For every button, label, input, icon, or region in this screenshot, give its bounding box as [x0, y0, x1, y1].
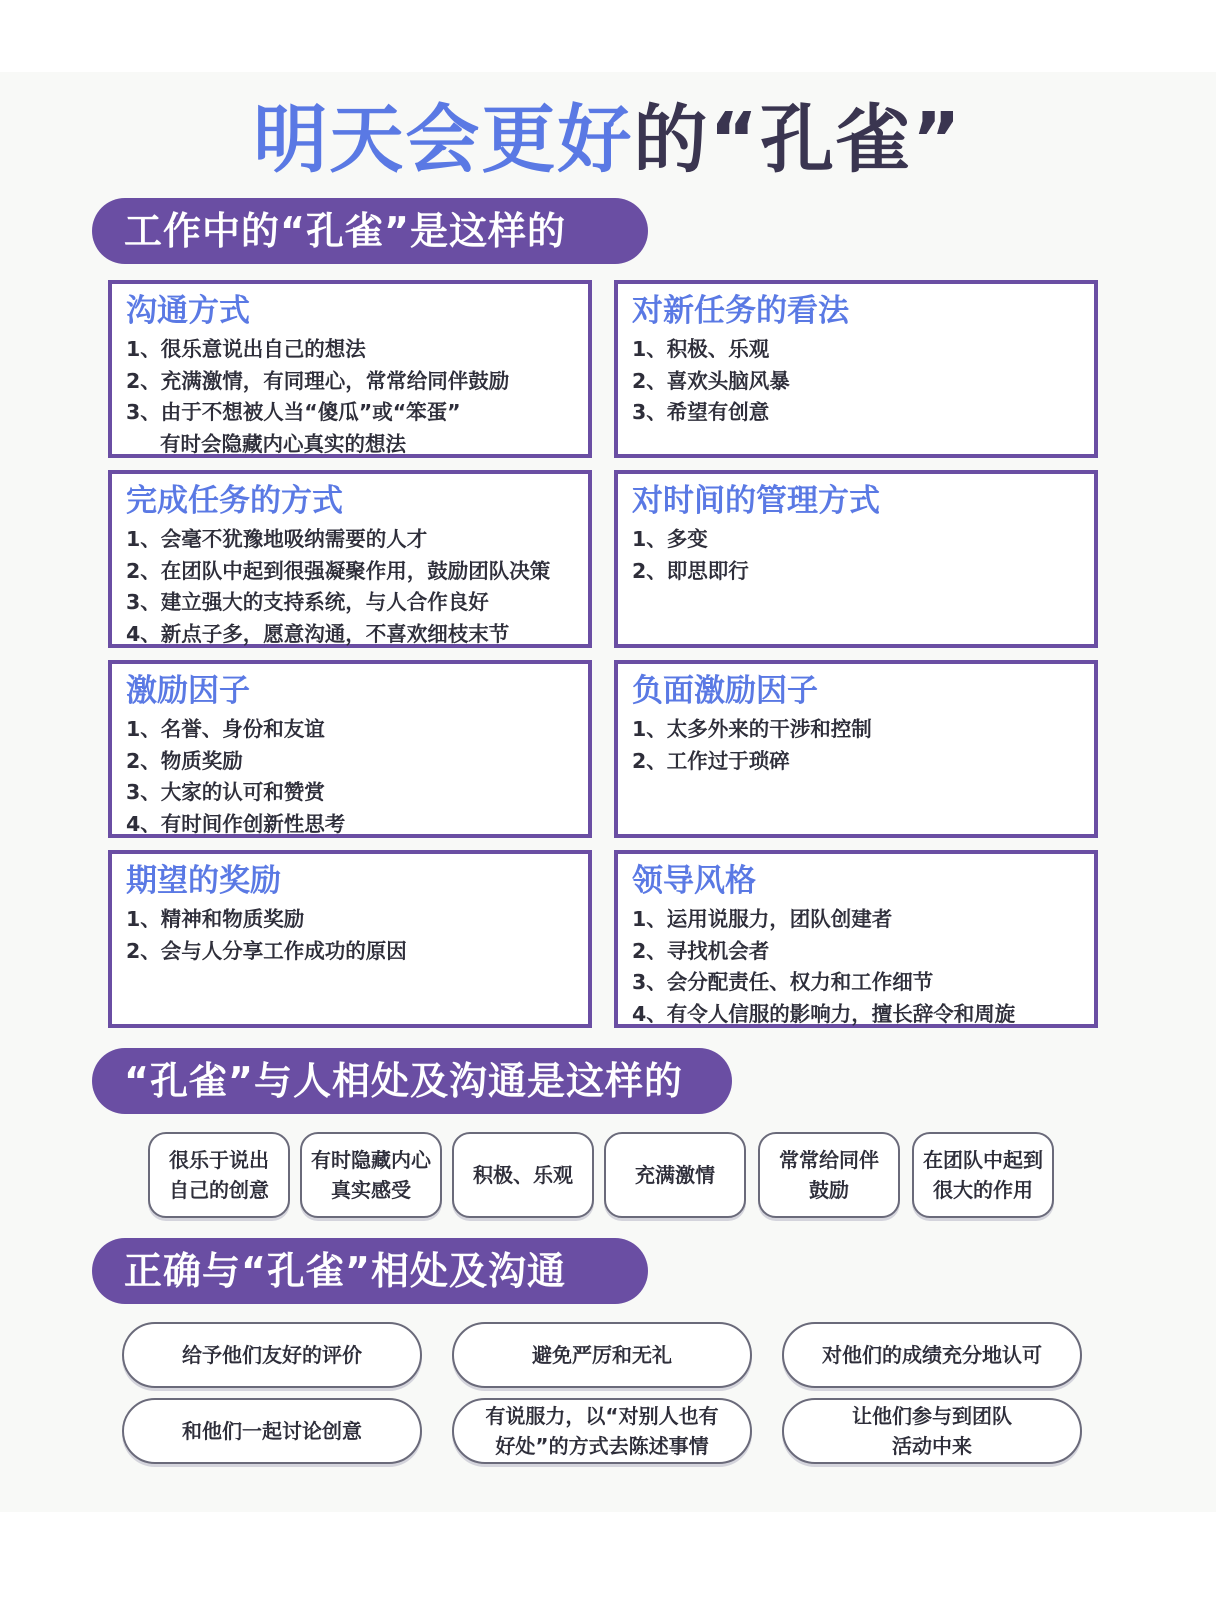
list-item: 4、有令人信服的影响力，擅长辞令和周旋 [632, 1001, 1016, 1026]
trait-tag: 常常给同伴 鼓励 [758, 1132, 900, 1218]
tip-pill: 对他们的成绩充分地认可 [782, 1322, 1082, 1388]
trait-tag: 在团队中起到 很大的作用 [912, 1132, 1054, 1218]
title-rest: 的“孔雀” [633, 97, 963, 183]
list-item: 2、寻找机会者 [632, 938, 770, 963]
list-item: 1、积极、乐观 [632, 337, 770, 361]
tip-pill: 避免严厉和无礼 [452, 1322, 752, 1388]
list-item: 1、多变 [632, 527, 708, 551]
box-heading: 完成任务的方式 [126, 483, 343, 519]
list-item: 3、大家的认可和赞赏 [126, 780, 325, 804]
list-item: 3、会分配责任、权力和工作细节 [632, 970, 934, 994]
list-item: 2、在团队中起到很强凝聚作用，鼓励团队决策 [126, 558, 551, 583]
box-heading: 期望的奖励 [126, 863, 281, 899]
list-item: 2、工作过于琐碎 [632, 748, 790, 773]
box-negative-motivators [614, 660, 1098, 838]
section-banner-work: 工作中的“孔雀”是这样的 [92, 198, 648, 264]
trait-tag: 充满激情 [604, 1132, 746, 1218]
box-heading: 对时间的管理方式 [632, 483, 880, 519]
page-title [0, 90, 1216, 190]
list-item: 2、喜欢头脑风暴 [632, 368, 790, 393]
box-heading: 激励因子 [126, 673, 250, 709]
list-item: 4、新点子多，愿意沟通，不喜欢细枝末节 [126, 621, 510, 646]
trait-tag: 有时隐藏内心 真实感受 [300, 1132, 442, 1218]
list-item: 4、有时间作创新性思考 [126, 811, 346, 836]
box-task-completion [108, 470, 592, 648]
list-item: 3、希望有创意 [632, 400, 770, 424]
list-item: 3、由于不想被人当“傻瓜”或“笨蛋” [126, 400, 461, 424]
tip-pill: 让他们参与到团队 活动中来 [782, 1398, 1082, 1464]
box-heading: 对新任务的看法 [632, 293, 849, 329]
list-item: 1、精神和物质奖励 [126, 907, 305, 931]
list-item: 1、太多外来的干涉和控制 [632, 717, 872, 741]
list-item: 2、物质奖励 [126, 748, 243, 773]
list-item: 3、建立强大的支持系统，与人合作良好 [126, 590, 489, 614]
trait-tag: 很乐于说出 自己的创意 [148, 1132, 290, 1218]
box-view-on-new-tasks [614, 280, 1098, 458]
section-banner-interaction: “孔雀”与人相处及沟通是这样的 [92, 1048, 732, 1114]
box-expected-rewards [108, 850, 592, 1028]
list-item: 1、名誉、身份和友谊 [126, 717, 325, 741]
tip-pill: 给予他们友好的评价 [122, 1322, 422, 1388]
box-motivators [108, 660, 592, 838]
box-communication-style [108, 280, 592, 458]
trait-tag: 积极、乐观 [452, 1132, 594, 1218]
box-heading: 领导风格 [632, 863, 756, 899]
list-item: 有时会隐藏内心真实的想法 [160, 431, 406, 456]
box-leadership-style [614, 850, 1098, 1028]
box-heading: 负面激励因子 [632, 673, 818, 709]
tip-pill: 和他们一起讨论创意 [122, 1398, 422, 1464]
list-item: 2、会与人分享工作成功的原因 [126, 938, 407, 963]
section-banner-tips: 正确与“孔雀”相处及沟通 [92, 1238, 648, 1304]
tip-pill: 有说服力，以“对别人也有 好处”的方式去陈述事情 [452, 1398, 752, 1464]
list-item: 1、很乐意说出自己的想法 [126, 337, 366, 361]
list-item: 1、会毫不犹豫地吸纳需要的人才 [126, 527, 428, 551]
list-item: 2、充满激情，有同理心，常常给同伴鼓励 [126, 368, 510, 393]
box-heading: 沟通方式 [126, 293, 250, 329]
list-item: 1、运用说服力，团队创建者 [632, 907, 893, 931]
title-highlight: 明天会更好 [253, 97, 634, 183]
list-item: 2、即思即行 [632, 558, 749, 583]
box-time-management [614, 470, 1098, 648]
